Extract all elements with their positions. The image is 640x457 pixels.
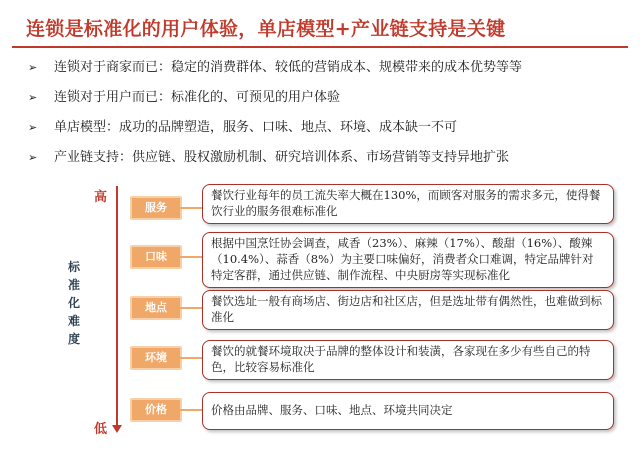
row-connector: [180, 307, 202, 309]
row-connector: [180, 409, 202, 411]
bullet-item: [22, 86, 622, 110]
row-connector: [180, 357, 202, 359]
bullet-text: 连锁对于用户而已：标准化的、可预见的用户体验: [54, 90, 341, 105]
axis-title: 标准化难度: [67, 260, 80, 346]
bullet-list: [22, 56, 622, 176]
row-box-price: 价格由品牌、服务、口味、地点、环境共同决定: [202, 392, 614, 430]
tag-environment: 环境: [130, 346, 182, 370]
tag-location: 地点: [130, 296, 182, 320]
arrow-bullet-icon: ➢: [28, 61, 38, 74]
bullet-item: [22, 146, 622, 170]
axis-high-label: 高: [94, 190, 108, 205]
tag-price: 价格: [130, 398, 182, 422]
title-divider: [12, 46, 628, 48]
row-connector: [180, 207, 202, 209]
bullet-text: 连锁对于商家而已：稳定的消费群体、较低的营销成本、规模带来的成本优势等等: [54, 60, 523, 75]
row-connector: [180, 256, 202, 258]
axis-low-label: 低: [94, 422, 108, 437]
arrow-bullet-icon: ➢: [28, 91, 38, 104]
row-box-taste: 根据中国烹饪协会调查，咸香（23%）、麻辣（17%）、酸甜（16%）、酸辣（10.4%）、蒜香（8%）为主要口味偏好，消费者众口难调，特定品牌针对特定客群，通过供应链、制作流程、中央厨房等实现标准化: [202, 232, 614, 288]
page-title: 连锁是标准化的用户体验，单店模型+产业链支持是关键: [26, 18, 506, 40]
row-box-environment: 餐饮的就餐环境取决于品牌的整体设计和装潢，各家现在多少有些自己的特色，比较容易标准化: [202, 340, 614, 380]
tag-taste: 口味: [130, 245, 182, 269]
arrow-bullet-icon: ➢: [28, 151, 38, 164]
row-box-location: 餐饮选址一般有商场店、街边店和社区店，但是选址带有偶然性，也难做到标准化: [202, 290, 614, 330]
difficulty-axis-line: [116, 186, 118, 426]
row-box-service: 餐饮行业每年的员工流失率大概在130%，而顾客对服务的需求多元，使得餐饮行业的服务很难标准化: [202, 184, 614, 224]
tag-service: 服务: [130, 196, 182, 220]
bullet-text: 产业链支持：供应链、股权激励机制、研究培训体系、市场营销等支持异地扩张: [54, 150, 510, 165]
bullet-text: 单店模型：成功的品牌塑造，服务、口味、地点、环境、成本缺一不可: [54, 120, 458, 135]
bullet-item: [22, 56, 622, 80]
arrow-bullet-icon: ➢: [28, 121, 38, 134]
axis-arrowhead-icon: [112, 425, 122, 433]
bullet-item: [22, 116, 622, 140]
